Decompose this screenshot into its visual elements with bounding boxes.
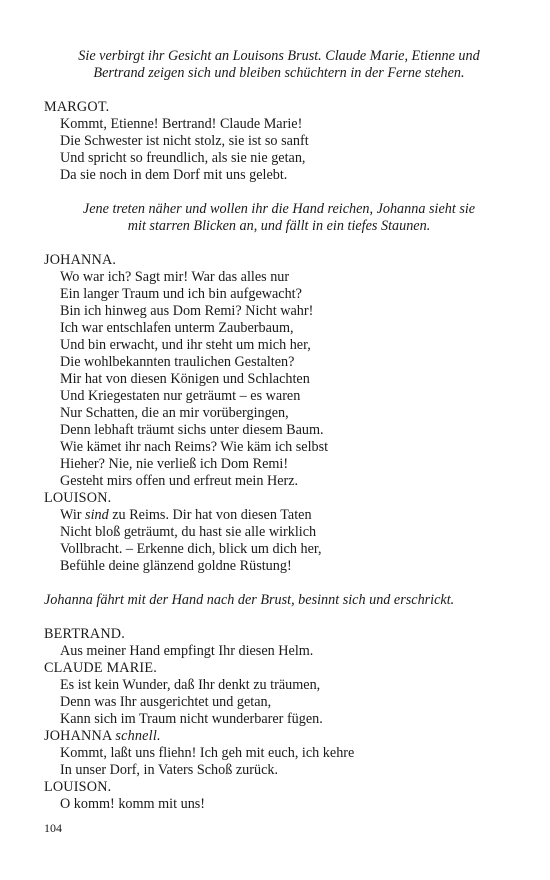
verse-line: Die wohlbekannten traulichen Gestalten?: [60, 354, 295, 370]
verse-line: Und spricht so freundlich, als sie nie getan,: [60, 150, 306, 166]
verse-text: zu Reims. Dir hat von diesen Taten: [108, 507, 312, 523]
verse-line: Nur Schatten, die an mir vorübergingen,: [60, 405, 289, 421]
speaker-name: CLAUDE MARIE.: [44, 660, 157, 676]
verse-line: Und Kriegestaten nur geträumt – es waren: [60, 388, 301, 404]
stage-direction-line: Bertrand zeigen sich und bleiben schüchtern in der Ferne stehen.: [93, 65, 465, 81]
verse-line: Nicht bloß geträumt, du hast sie alle wirklich: [60, 524, 317, 540]
verse-line: Denn lebhaft träumt sichs unter diesem Baum.: [60, 422, 324, 438]
spacer: [44, 575, 514, 592]
verse-line: Vollbracht. – Erkenne dich, blick um dich her,: [60, 541, 322, 557]
verse-line: Kommt, Etienne! Bertrand! Claude Marie!: [60, 116, 303, 132]
verse-line: Denn was Ihr ausgerichtet und getan,: [60, 694, 272, 710]
verse-line: Ich war entschlafen unterm Zauberbaum,: [60, 320, 294, 336]
speaker-name: LOUISON.: [44, 779, 112, 795]
spacer: [44, 82, 514, 99]
verse-line: Gesteht mirs offen und erfreut mein Herz.: [60, 473, 299, 489]
stage-direction-line: mit starren Blicken an, und fällt in ein tiefes Staunen.: [127, 218, 431, 234]
stage-direction-line: Sie verbirgt ihr Gesicht an Louisons Brust. Claude Marie, Etienne und: [78, 48, 480, 64]
verse-line: Es ist kein Wunder, daß Ihr denkt zu träumen,: [60, 677, 321, 693]
spacer: [44, 609, 514, 626]
verse-line: Aus meiner Hand empfingt Ihr diesen Helm.: [60, 643, 314, 659]
stage-direction: [44, 48, 514, 82]
verse-line: Wo war ich? Sagt mir! War das alles nur: [60, 269, 290, 285]
stage-direction-line: Johanna fährt mit der Hand nach der Brust, besinnt sich und erschrickt.: [44, 592, 455, 608]
book-page: [44, 48, 514, 813]
speech-block-louison: [44, 490, 514, 575]
verse-line: Und bin erwacht, und ihr steht um mich her,: [60, 337, 311, 353]
verse-text: Wir: [60, 507, 86, 523]
verse-line: Bin ich hinweg aus Dom Remi? Nicht wahr!: [60, 303, 314, 319]
verse-line: In unser Dorf, in Vaters Schoß zurück.: [60, 762, 279, 778]
speaker-name: JOHANNA: [44, 728, 112, 744]
verse-line: Ein langer Traum und ich bin aufgewacht?: [60, 286, 302, 302]
emphasized-word: sind: [85, 507, 109, 523]
speech-block-margot: [44, 99, 514, 184]
verse-line: Kommt, laßt uns fliehn! Ich geh mit euch, ich kehre: [60, 745, 355, 761]
speaker-name: JOHANNA.: [44, 252, 117, 268]
verse-line: Die Schwester ist nicht stolz, sie ist so sanft: [60, 133, 309, 149]
verse-line: Mir hat von diesen Königen und Schlachten: [60, 371, 310, 387]
verse-line: Da sie noch in dem Dorf mit uns gelebt.: [60, 167, 288, 183]
speaker-name: LOUISON.: [44, 490, 112, 506]
speech-block-claude-marie: [44, 660, 514, 728]
spacer: [44, 184, 514, 201]
verse-line: Hieher? Nie, nie verließ ich Dom Remi!: [60, 456, 289, 472]
page-number: 104: [44, 821, 62, 835]
speech-block-johanna: [44, 728, 514, 779]
stage-direction: [44, 592, 514, 609]
verse-line: O komm! komm mit uns!: [60, 796, 206, 812]
verse-line: Befühle deine glänzend goldne Rüstung!: [60, 558, 292, 574]
speech-block-bertrand: [44, 626, 514, 660]
speaker-name: BERTRAND.: [44, 626, 125, 642]
verse-line: [44, 507, 514, 524]
speech-block-louison: [44, 779, 514, 813]
speaker-heading: [44, 728, 514, 745]
spacer: [44, 235, 514, 252]
verse-line: Wie kämet ihr nach Reims? Wie käm ich selbst: [60, 439, 329, 455]
stage-direction: [44, 201, 514, 235]
speaker-stage-direction: schnell.: [115, 728, 161, 744]
speech-block-johanna: [44, 252, 514, 490]
speaker-name: MARGOT.: [44, 99, 110, 115]
verse-line: Kann sich im Traum nicht wunderbarer fügen.: [60, 711, 323, 727]
stage-direction-line: Jene treten näher und wollen ihr die Hand reichen, Johanna sieht sie: [82, 201, 476, 217]
